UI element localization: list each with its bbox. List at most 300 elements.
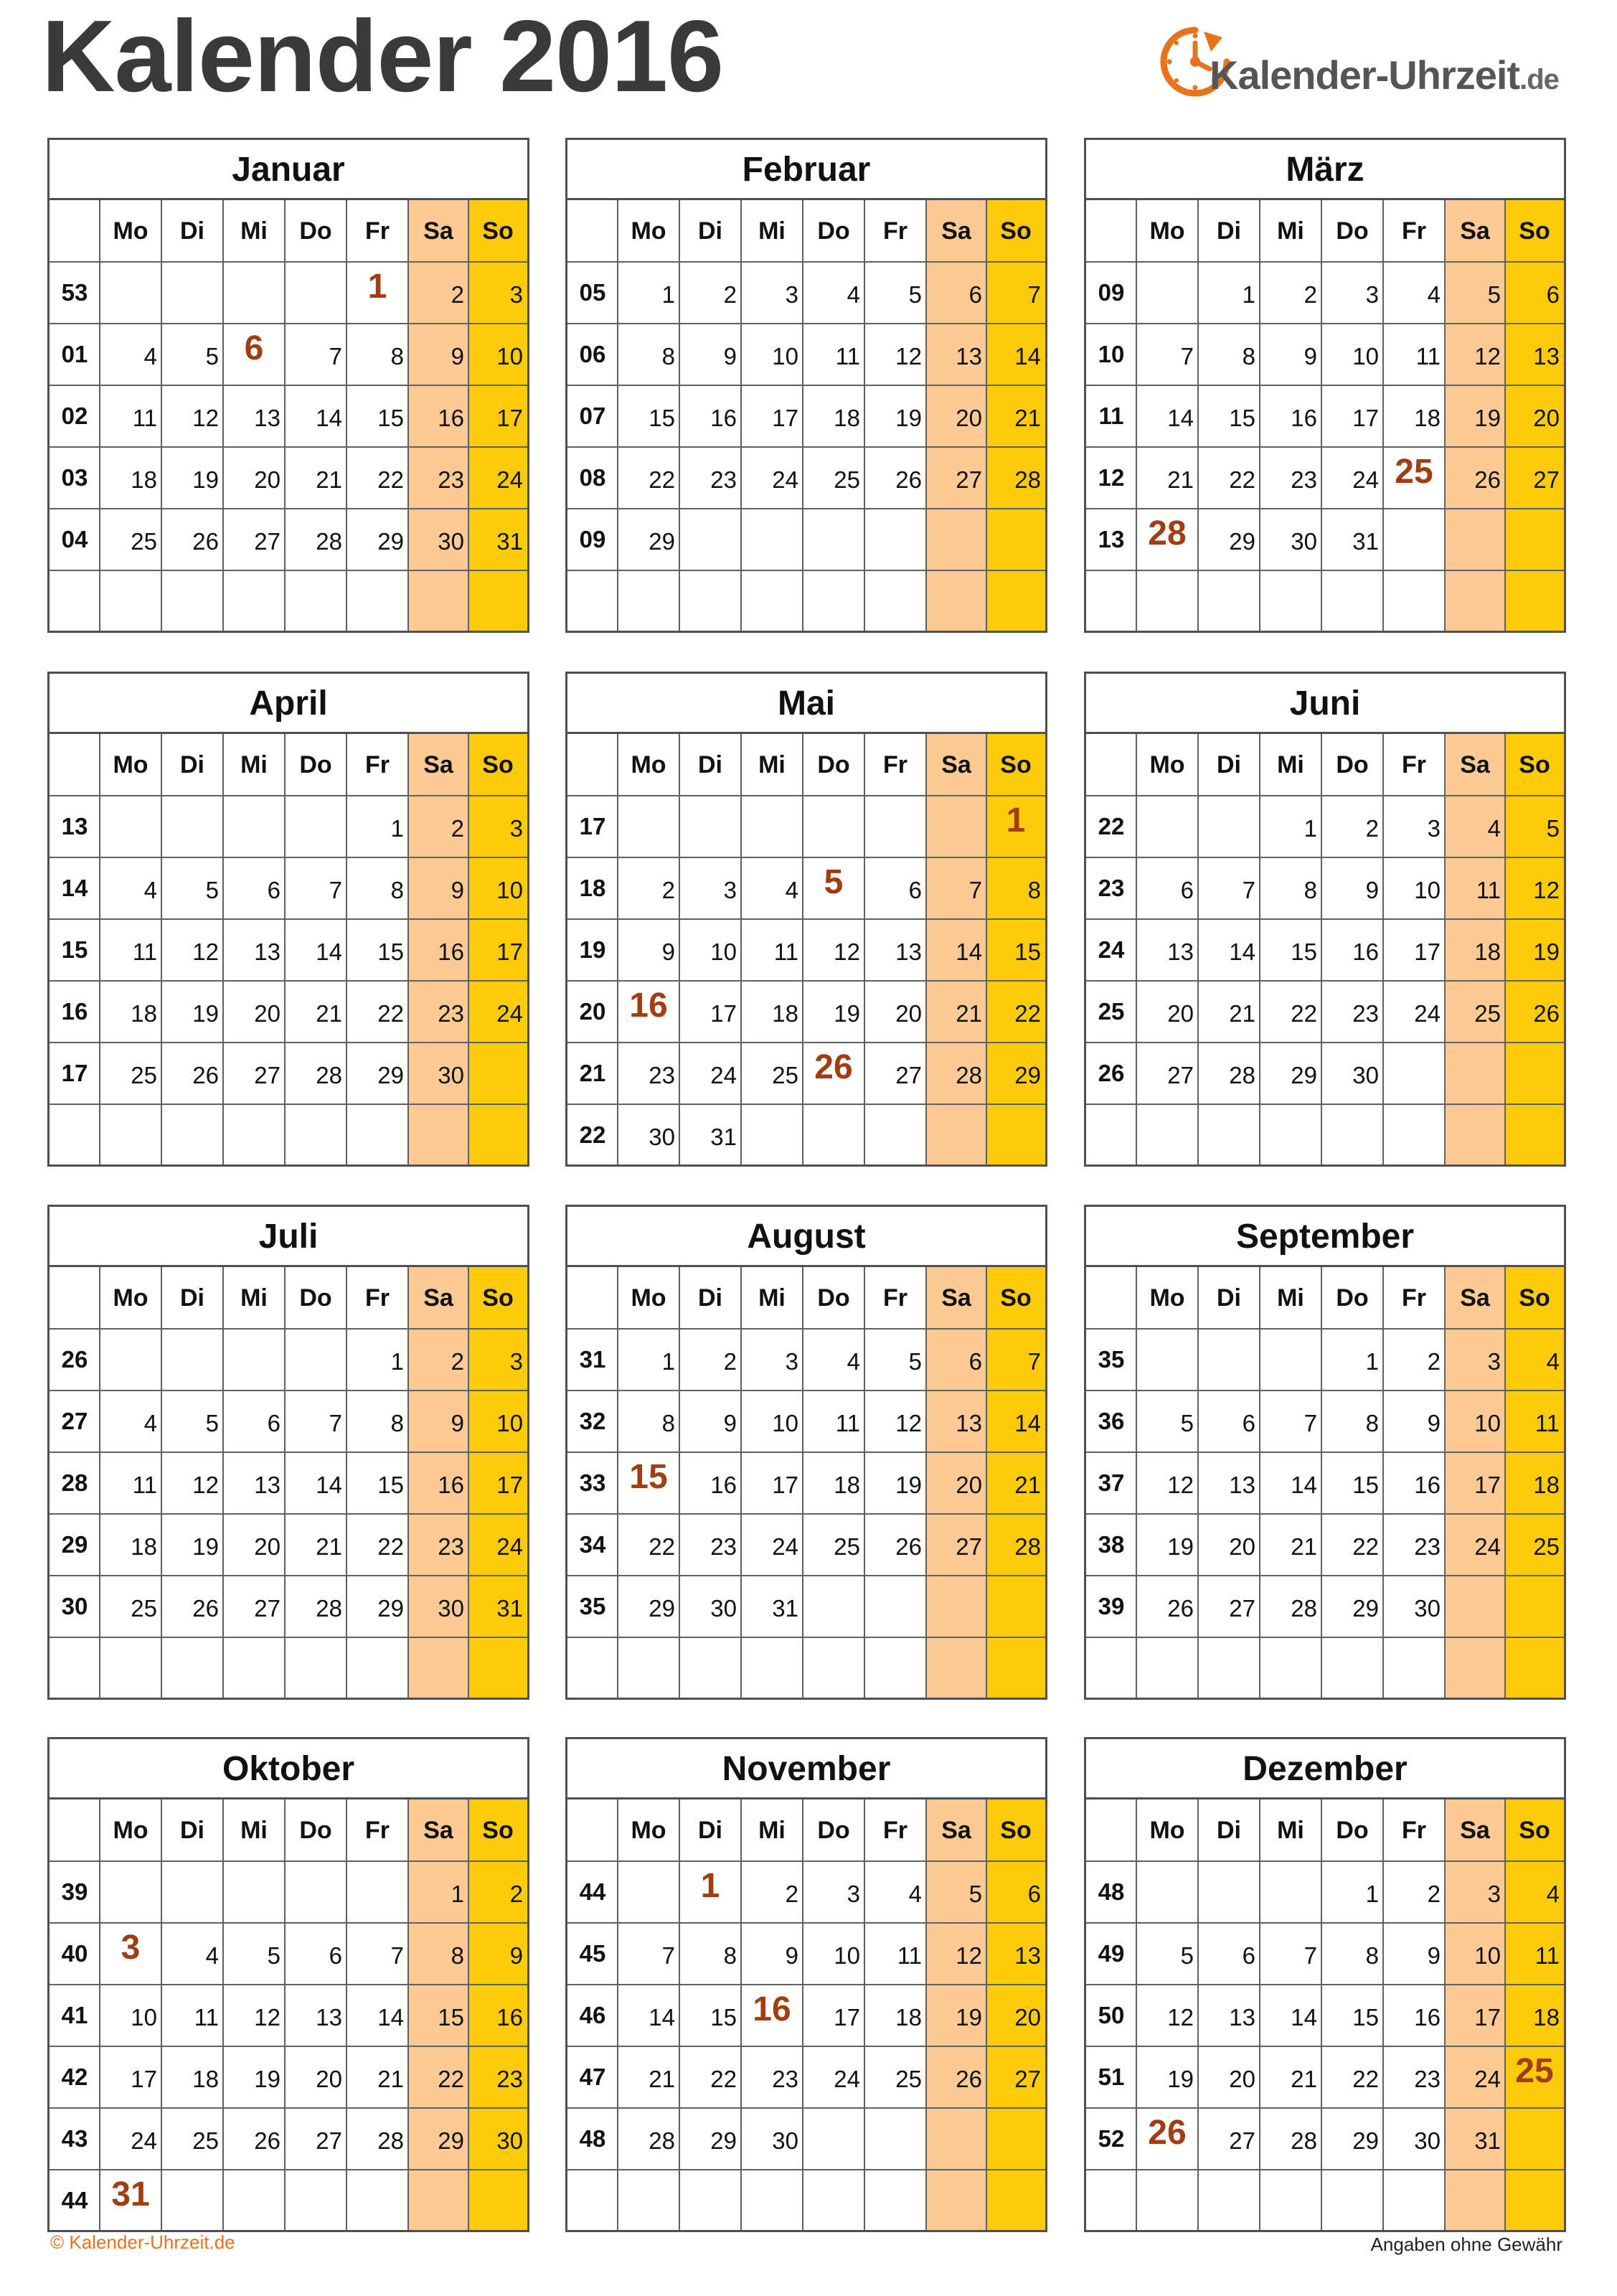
day-cell[interactable]: 15 xyxy=(710,2004,737,2031)
day-cell[interactable]: 27 xyxy=(956,466,982,493)
day-cell[interactable]: 9 xyxy=(451,877,464,903)
day-cell[interactable]: 11 xyxy=(1534,1942,1560,1969)
day-cell[interactable]: 5 xyxy=(968,1881,982,1907)
brand-logo[interactable] xyxy=(1154,20,1584,113)
day-cell[interactable]: 12 xyxy=(1167,2004,1194,2031)
day-cell[interactable]: 24 xyxy=(772,1533,798,1560)
day-cell[interactable]: 3 xyxy=(785,281,798,308)
day-cell[interactable]: 20 xyxy=(956,405,982,431)
day-cell[interactable]: 4 xyxy=(143,343,157,370)
day-cell[interactable]: 29 xyxy=(377,1595,404,1622)
day-cell[interactable]: 20 xyxy=(1229,2066,1255,2092)
day-cell[interactable]: 21 xyxy=(316,466,342,493)
day-cell[interactable]: 31 xyxy=(496,1595,523,1622)
day-cell[interactable]: 5 xyxy=(1487,281,1501,308)
day-cell[interactable]: 12 xyxy=(834,938,860,965)
day-cell[interactable]: 4 xyxy=(847,281,860,308)
day-cell[interactable]: 8 xyxy=(390,1410,404,1436)
day-cell[interactable]: 23 xyxy=(438,466,464,493)
day-cell[interactable]: 2 xyxy=(785,1881,798,1907)
day-cell[interactable]: 29 xyxy=(649,1595,675,1622)
day-cell[interactable]: 12 xyxy=(254,2004,280,2031)
holiday-date[interactable]: 31 xyxy=(111,2175,150,2213)
day-cell[interactable]: 7 xyxy=(1180,343,1194,370)
day-cell[interactable]: 23 xyxy=(1291,466,1317,493)
day-cell[interactable]: 16 xyxy=(438,938,464,965)
day-cell[interactable]: 18 xyxy=(772,1000,798,1027)
day-cell[interactable]: 8 xyxy=(1365,1410,1379,1436)
day-cell[interactable]: 25 xyxy=(131,1062,157,1088)
day-cell[interactable]: 25 xyxy=(1474,1000,1501,1027)
day-cell[interactable]: 18 xyxy=(192,2066,219,2092)
day-cell[interactable]: 28 xyxy=(649,2127,675,2154)
day-cell[interactable]: 14 xyxy=(649,2004,675,2031)
day-cell[interactable]: 25 xyxy=(834,1533,860,1560)
day-cell[interactable]: 25 xyxy=(834,466,860,493)
day-cell[interactable]: 31 xyxy=(496,528,523,555)
day-cell[interactable]: 19 xyxy=(956,2004,982,2031)
day-cell[interactable]: 14 xyxy=(377,2004,404,2031)
day-cell[interactable]: 14 xyxy=(1229,938,1255,965)
day-cell[interactable]: 23 xyxy=(1414,1533,1441,1560)
day-cell[interactable]: 1 xyxy=(661,1348,675,1375)
day-cell[interactable]: 13 xyxy=(956,1410,982,1436)
day-cell[interactable]: 16 xyxy=(1291,405,1317,431)
day-cell[interactable]: 20 xyxy=(1167,1000,1194,1027)
day-cell[interactable]: 16 xyxy=(1414,2004,1441,2031)
day-cell[interactable]: 21 xyxy=(316,1000,342,1027)
day-cell[interactable]: 5 xyxy=(205,877,219,903)
day-cell[interactable]: 14 xyxy=(316,1472,342,1498)
day-cell[interactable]: 19 xyxy=(192,1533,219,1560)
day-cell[interactable]: 10 xyxy=(496,1410,523,1436)
day-cell[interactable]: 19 xyxy=(192,1000,219,1027)
day-cell[interactable]: 10 xyxy=(834,1942,860,1969)
day-cell[interactable]: 11 xyxy=(835,1410,860,1436)
day-cell[interactable]: 12 xyxy=(895,343,922,370)
day-cell[interactable]: 4 xyxy=(143,877,157,903)
day-cell[interactable]: 26 xyxy=(1474,466,1501,493)
day-cell[interactable]: 19 xyxy=(254,2066,280,2092)
day-cell[interactable]: 23 xyxy=(1414,2066,1441,2092)
day-cell[interactable]: 30 xyxy=(1291,528,1317,555)
day-cell[interactable]: 4 xyxy=(847,1348,860,1375)
day-cell[interactable]: 29 xyxy=(649,528,675,555)
day-cell[interactable]: 5 xyxy=(267,1942,280,1969)
day-cell[interactable]: 29 xyxy=(1352,1595,1379,1622)
holiday-date[interactable]: 26 xyxy=(814,1048,853,1086)
day-cell[interactable]: 16 xyxy=(710,1472,737,1498)
day-cell[interactable]: 24 xyxy=(710,1062,737,1088)
day-cell[interactable]: 19 xyxy=(895,405,922,431)
day-cell[interactable]: 26 xyxy=(895,1533,922,1560)
day-cell[interactable]: 19 xyxy=(895,1472,922,1498)
day-cell[interactable]: 18 xyxy=(131,466,157,493)
day-cell[interactable]: 28 xyxy=(316,1595,342,1622)
day-cell[interactable]: 22 xyxy=(1291,1000,1317,1027)
day-cell[interactable]: 10 xyxy=(131,2004,157,2031)
day-cell[interactable]: 10 xyxy=(496,877,523,903)
day-cell[interactable]: 24 xyxy=(834,2066,860,2092)
day-cell[interactable]: 11 xyxy=(132,405,157,431)
day-cell[interactable]: 6 xyxy=(908,877,922,903)
day-cell[interactable]: 2 xyxy=(1427,1881,1441,1907)
day-cell[interactable]: 1 xyxy=(1304,815,1317,842)
day-cell[interactable]: 13 xyxy=(254,1472,280,1498)
day-cell[interactable]: 20 xyxy=(316,2066,342,2092)
day-cell[interactable]: 30 xyxy=(710,1595,737,1622)
day-cell[interactable]: 23 xyxy=(710,1533,737,1560)
day-cell[interactable]: 10 xyxy=(772,343,798,370)
day-cell[interactable]: 27 xyxy=(1167,1062,1194,1088)
day-cell[interactable]: 25 xyxy=(772,1062,798,1088)
day-cell[interactable]: 29 xyxy=(1352,2127,1379,2154)
day-cell[interactable]: 30 xyxy=(438,1062,464,1088)
day-cell[interactable]: 21 xyxy=(1229,1000,1255,1027)
day-cell[interactable]: 5 xyxy=(1180,1942,1194,1969)
day-cell[interactable]: 22 xyxy=(649,466,675,493)
day-cell[interactable]: 9 xyxy=(723,1410,737,1436)
day-cell[interactable]: 30 xyxy=(772,2127,798,2154)
day-cell[interactable]: 22 xyxy=(377,1533,404,1560)
day-cell[interactable]: 28 xyxy=(956,1062,982,1088)
day-cell[interactable]: 9 xyxy=(661,938,675,965)
day-cell[interactable]: 4 xyxy=(1546,1881,1560,1907)
day-cell[interactable]: 3 xyxy=(509,1348,523,1375)
day-cell[interactable]: 29 xyxy=(1014,1062,1041,1088)
day-cell[interactable]: 3 xyxy=(509,815,523,842)
day-cell[interactable]: 1 xyxy=(1242,281,1255,308)
day-cell[interactable]: 18 xyxy=(131,1000,157,1027)
day-cell[interactable]: 24 xyxy=(496,466,523,493)
holiday-date[interactable]: 28 xyxy=(1148,514,1187,552)
day-cell[interactable]: 16 xyxy=(1352,938,1379,965)
day-cell[interactable]: 26 xyxy=(1167,1595,1194,1622)
day-cell[interactable]: 11 xyxy=(1534,1410,1560,1436)
day-cell[interactable]: 8 xyxy=(390,343,404,370)
day-cell[interactable]: 15 xyxy=(649,405,675,431)
day-cell[interactable]: 27 xyxy=(1533,466,1560,493)
day-cell[interactable]: 6 xyxy=(1027,1881,1041,1907)
day-cell[interactable]: 30 xyxy=(1414,1595,1441,1622)
day-cell[interactable]: 20 xyxy=(254,466,280,493)
day-cell[interactable]: 6 xyxy=(1242,1410,1255,1436)
day-cell[interactable]: 17 xyxy=(1352,405,1379,431)
day-cell[interactable]: 25 xyxy=(1533,1533,1560,1560)
day-cell[interactable]: 13 xyxy=(316,2004,342,2031)
day-cell[interactable]: 4 xyxy=(908,1881,922,1907)
holiday-date[interactable]: 26 xyxy=(1148,2114,1187,2152)
day-cell[interactable]: 23 xyxy=(772,2066,798,2092)
day-cell[interactable]: 20 xyxy=(1229,1533,1255,1560)
day-cell[interactable]: 17 xyxy=(834,2004,860,2031)
day-cell[interactable]: 12 xyxy=(956,1942,982,1969)
day-cell[interactable]: 24 xyxy=(1352,466,1379,493)
day-cell[interactable]: 3 xyxy=(1365,281,1379,308)
day-cell[interactable]: 6 xyxy=(968,1348,982,1375)
day-cell[interactable]: 12 xyxy=(895,1410,922,1436)
day-cell[interactable]: 10 xyxy=(1474,1942,1501,1969)
day-cell[interactable]: 14 xyxy=(316,405,342,431)
day-cell[interactable]: 2 xyxy=(451,815,464,842)
day-cell[interactable]: 5 xyxy=(1180,1410,1194,1436)
day-cell[interactable]: 22 xyxy=(1229,466,1255,493)
day-cell[interactable]: 4 xyxy=(785,877,798,903)
day-cell[interactable]: 6 xyxy=(1242,1942,1255,1969)
day-cell[interactable]: 7 xyxy=(1027,281,1041,308)
day-cell[interactable]: 11 xyxy=(1415,343,1441,370)
day-cell[interactable]: 25 xyxy=(131,1595,157,1622)
day-cell[interactable]: 24 xyxy=(131,2127,157,2154)
day-cell[interactable]: 8 xyxy=(723,1942,737,1969)
day-cell[interactable]: 10 xyxy=(1352,343,1379,370)
day-cell[interactable]: 19 xyxy=(192,466,219,493)
day-cell[interactable]: 4 xyxy=(205,1942,219,1969)
day-cell[interactable]: 17 xyxy=(772,405,798,431)
day-cell[interactable]: 2 xyxy=(451,1348,464,1375)
day-cell[interactable]: 15 xyxy=(377,1472,404,1498)
day-cell[interactable]: 7 xyxy=(1304,1410,1317,1436)
holiday-date[interactable]: 16 xyxy=(629,987,668,1025)
day-cell[interactable]: 21 xyxy=(1014,1472,1041,1498)
day-cell[interactable]: 20 xyxy=(956,1472,982,1498)
day-cell[interactable]: 18 xyxy=(1533,2004,1560,2031)
holiday-date[interactable]: 16 xyxy=(753,1990,791,2028)
day-cell[interactable]: 19 xyxy=(834,1000,860,1027)
day-cell[interactable]: 28 xyxy=(1014,466,1041,493)
day-cell[interactable]: 21 xyxy=(316,1533,342,1560)
day-cell[interactable]: 27 xyxy=(254,1062,280,1088)
day-cell[interactable]: 1 xyxy=(1365,1348,1379,1375)
holiday-date[interactable]: 15 xyxy=(629,1458,668,1496)
day-cell[interactable]: 15 xyxy=(1352,1472,1379,1498)
day-cell[interactable]: 14 xyxy=(1167,405,1194,431)
day-cell[interactable]: 8 xyxy=(1242,343,1255,370)
day-cell[interactable]: 21 xyxy=(1167,466,1194,493)
day-cell[interactable]: 10 xyxy=(496,343,523,370)
day-cell[interactable]: 3 xyxy=(785,1348,798,1375)
day-cell[interactable]: 18 xyxy=(1474,938,1501,965)
day-cell[interactable]: 16 xyxy=(438,405,464,431)
day-cell[interactable]: 18 xyxy=(895,2004,922,2031)
day-cell[interactable]: 23 xyxy=(438,1533,464,1560)
day-cell[interactable]: 13 xyxy=(956,343,982,370)
day-cell[interactable]: 4 xyxy=(1427,281,1441,308)
day-cell[interactable]: 3 xyxy=(509,281,523,308)
day-cell[interactable]: 9 xyxy=(723,343,737,370)
day-cell[interactable]: 23 xyxy=(1352,1000,1379,1027)
day-cell[interactable]: 11 xyxy=(1476,877,1501,903)
day-cell[interactable]: 10 xyxy=(772,1410,798,1436)
day-cell[interactable]: 24 xyxy=(772,466,798,493)
day-cell[interactable]: 17 xyxy=(131,2066,157,2092)
day-cell[interactable]: 15 xyxy=(377,405,404,431)
day-cell[interactable]: 18 xyxy=(1533,1472,1560,1498)
day-cell[interactable]: 26 xyxy=(895,466,922,493)
day-cell[interactable]: 19 xyxy=(1533,938,1560,965)
day-cell[interactable]: 17 xyxy=(772,1472,798,1498)
day-cell[interactable]: 7 xyxy=(1304,1942,1317,1969)
day-cell[interactable]: 5 xyxy=(1546,815,1560,842)
day-cell[interactable]: 9 xyxy=(451,343,464,370)
day-cell[interactable]: 26 xyxy=(192,528,219,555)
holiday-date[interactable]: 1 xyxy=(1006,801,1026,839)
holiday-date[interactable]: 1 xyxy=(367,268,387,306)
day-cell[interactable]: 17 xyxy=(1414,938,1441,965)
day-cell[interactable]: 28 xyxy=(1014,1533,1041,1560)
day-cell[interactable]: 6 xyxy=(1180,877,1194,903)
day-cell[interactable]: 27 xyxy=(895,1062,922,1088)
day-cell[interactable]: 8 xyxy=(451,1942,464,1969)
day-cell[interactable]: 14 xyxy=(1014,343,1041,370)
day-cell[interactable]: 2 xyxy=(723,1348,737,1375)
day-cell[interactable]: 22 xyxy=(1352,1533,1379,1560)
day-cell[interactable]: 9 xyxy=(1365,877,1379,903)
day-cell[interactable]: 17 xyxy=(710,1000,737,1027)
day-cell[interactable]: 22 xyxy=(1352,2066,1379,2092)
day-cell[interactable]: 9 xyxy=(785,1942,798,1969)
day-cell[interactable]: 24 xyxy=(1474,2066,1501,2092)
day-cell[interactable]: 5 xyxy=(908,1348,922,1375)
day-cell[interactable]: 20 xyxy=(895,1000,922,1027)
day-cell[interactable]: 21 xyxy=(1291,2066,1317,2092)
day-cell[interactable]: 17 xyxy=(1474,2004,1501,2031)
day-cell[interactable]: 13 xyxy=(1229,2004,1255,2031)
holiday-date[interactable]: 6 xyxy=(244,329,264,367)
day-cell[interactable]: 7 xyxy=(968,877,982,903)
day-cell[interactable]: 30 xyxy=(1352,1062,1379,1088)
holiday-date[interactable]: 25 xyxy=(1395,453,1433,491)
day-cell[interactable]: 6 xyxy=(267,1410,280,1436)
day-cell[interactable]: 12 xyxy=(1474,343,1501,370)
day-cell[interactable]: 24 xyxy=(1414,1000,1441,1027)
day-cell[interactable]: 27 xyxy=(254,528,280,555)
day-cell[interactable]: 5 xyxy=(908,281,922,308)
day-cell[interactable]: 25 xyxy=(895,2066,922,2092)
day-cell[interactable]: 11 xyxy=(194,2004,219,2031)
day-cell[interactable]: 11 xyxy=(132,1472,157,1498)
day-cell[interactable]: 4 xyxy=(1487,815,1501,842)
day-cell[interactable]: 15 xyxy=(377,938,404,965)
day-cell[interactable]: 3 xyxy=(1487,1881,1501,1907)
day-cell[interactable]: 27 xyxy=(1229,1595,1255,1622)
day-cell[interactable]: 3 xyxy=(847,1881,860,1907)
day-cell[interactable]: 21 xyxy=(956,1000,982,1027)
day-cell[interactable]: 12 xyxy=(1167,1472,1194,1498)
day-cell[interactable]: 7 xyxy=(661,1942,675,1969)
day-cell[interactable]: 22 xyxy=(377,466,404,493)
day-cell[interactable]: 16 xyxy=(1414,1472,1441,1498)
day-cell[interactable]: 5 xyxy=(205,343,219,370)
day-cell[interactable]: 15 xyxy=(1014,938,1041,965)
day-cell[interactable]: 19 xyxy=(1474,405,1501,431)
day-cell[interactable]: 2 xyxy=(661,877,675,903)
day-cell[interactable]: 31 xyxy=(772,1595,798,1622)
day-cell[interactable]: 3 xyxy=(1487,1348,1501,1375)
day-cell[interactable]: 21 xyxy=(649,2066,675,2092)
day-cell[interactable]: 20 xyxy=(254,1533,280,1560)
day-cell[interactable]: 29 xyxy=(377,528,404,555)
day-cell[interactable]: 6 xyxy=(267,877,280,903)
day-cell[interactable]: 15 xyxy=(1291,938,1317,965)
day-cell[interactable]: 21 xyxy=(377,2066,404,2092)
day-cell[interactable]: 13 xyxy=(1533,343,1560,370)
day-cell[interactable]: 14 xyxy=(316,938,342,965)
day-cell[interactable]: 7 xyxy=(390,1942,404,1969)
day-cell[interactable]: 6 xyxy=(968,281,982,308)
day-cell[interactable]: 10 xyxy=(1414,877,1441,903)
day-cell[interactable]: 26 xyxy=(254,2127,280,2154)
day-cell[interactable]: 18 xyxy=(131,1533,157,1560)
day-cell[interactable]: 4 xyxy=(1546,1348,1560,1375)
day-cell[interactable]: 31 xyxy=(710,1124,737,1150)
day-cell[interactable]: 29 xyxy=(710,2127,737,2154)
day-cell[interactable]: 26 xyxy=(192,1062,219,1088)
day-cell[interactable]: 19 xyxy=(1167,1533,1194,1560)
day-cell[interactable]: 7 xyxy=(1242,877,1255,903)
day-cell[interactable]: 22 xyxy=(1014,1000,1041,1027)
day-cell[interactable]: 12 xyxy=(192,938,219,965)
day-cell[interactable]: 31 xyxy=(1352,528,1379,555)
day-cell[interactable]: 11 xyxy=(897,1942,922,1969)
day-cell[interactable]: 7 xyxy=(329,343,342,370)
day-cell[interactable]: 29 xyxy=(1229,528,1255,555)
day-cell[interactable]: 27 xyxy=(1229,2127,1255,2154)
day-cell[interactable]: 7 xyxy=(1027,1348,1041,1375)
day-cell[interactable]: 2 xyxy=(1304,281,1317,308)
day-cell[interactable]: 28 xyxy=(1229,1062,1255,1088)
day-cell[interactable]: 6 xyxy=(1546,281,1560,308)
day-cell[interactable]: 23 xyxy=(438,1000,464,1027)
holiday-date[interactable]: 3 xyxy=(121,1929,141,1967)
day-cell[interactable]: 2 xyxy=(1365,815,1379,842)
day-cell[interactable]: 6 xyxy=(329,1942,342,1969)
day-cell[interactable]: 7 xyxy=(329,877,342,903)
day-cell[interactable]: 24 xyxy=(496,1533,523,1560)
day-cell[interactable]: 14 xyxy=(1291,2004,1317,2031)
day-cell[interactable]: 22 xyxy=(649,1533,675,1560)
day-cell[interactable]: 28 xyxy=(316,528,342,555)
day-cell[interactable]: 2 xyxy=(509,1881,523,1907)
day-cell[interactable]: 25 xyxy=(131,528,157,555)
day-cell[interactable]: 26 xyxy=(956,2066,982,2092)
day-cell[interactable]: 14 xyxy=(956,938,982,965)
day-cell[interactable]: 13 xyxy=(1167,938,1194,965)
day-cell[interactable]: 10 xyxy=(1474,1410,1501,1436)
day-cell[interactable]: 28 xyxy=(316,1062,342,1088)
day-cell[interactable]: 8 xyxy=(390,877,404,903)
day-cell[interactable]: 12 xyxy=(1533,877,1560,903)
day-cell[interactable]: 1 xyxy=(661,281,675,308)
day-cell[interactable]: 17 xyxy=(1474,1472,1501,1498)
day-cell[interactable]: 29 xyxy=(1291,1062,1317,1088)
day-cell[interactable]: 28 xyxy=(377,2127,404,2154)
day-cell[interactable]: 14 xyxy=(1014,1410,1041,1436)
day-cell[interactable]: 20 xyxy=(1014,2004,1041,2031)
day-cell[interactable]: 1 xyxy=(1365,1881,1379,1907)
day-cell[interactable]: 24 xyxy=(496,1000,523,1027)
day-cell[interactable]: 1 xyxy=(451,1881,464,1907)
day-cell[interactable]: 26 xyxy=(192,1595,219,1622)
day-cell[interactable]: 8 xyxy=(1365,1942,1379,1969)
day-cell[interactable]: 17 xyxy=(496,405,523,431)
holiday-date[interactable]: 1 xyxy=(700,1867,720,1905)
day-cell[interactable]: 13 xyxy=(254,405,280,431)
day-cell[interactable]: 28 xyxy=(1291,2127,1317,2154)
day-cell[interactable]: 16 xyxy=(438,1472,464,1498)
day-cell[interactable]: 4 xyxy=(143,1410,157,1436)
day-cell[interactable]: 24 xyxy=(1474,1533,1501,1560)
